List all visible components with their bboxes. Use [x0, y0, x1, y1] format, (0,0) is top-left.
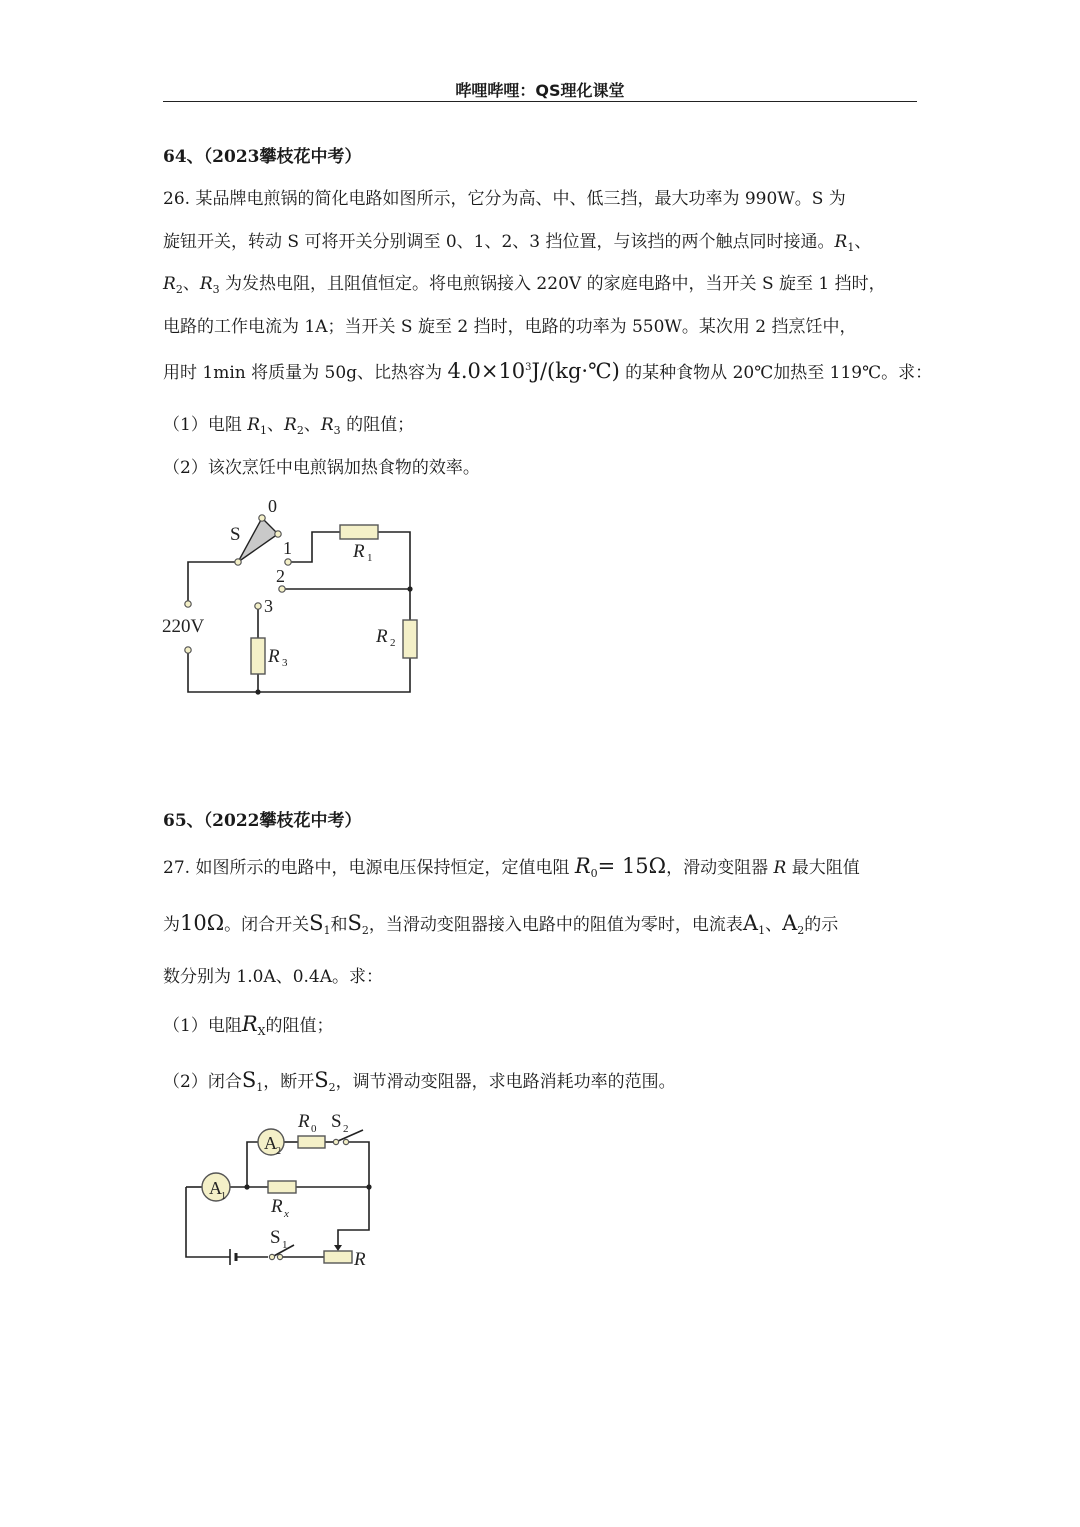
- q64-r1-symbol: R: [834, 232, 848, 252]
- label-s2: S: [331, 1111, 342, 1132]
- q64-line-5-post: 的某种食物从 20℃加热至 119℃。求：: [625, 363, 933, 383]
- label-s1: S: [270, 1227, 281, 1248]
- q65-line-5-post: ，调节滑动变阻器，求电路消耗功率的范围。: [335, 1072, 676, 1092]
- q64-l6-r2: R: [284, 415, 297, 435]
- wire-top-left: [247, 1142, 258, 1187]
- rheostat-slider-arrow: [334, 1245, 342, 1251]
- junction-left: [244, 1184, 249, 1189]
- wire-supply-top: [188, 562, 238, 602]
- label-rx: R: [271, 1196, 283, 1217]
- q65-line-4: [163, 1011, 923, 1038]
- q65-line-2-mid: 。闭合开关: [224, 915, 310, 935]
- label-r1: R: [353, 541, 365, 562]
- q65-line-2-end: 的示: [804, 915, 839, 935]
- q65-s2: S: [347, 911, 362, 935]
- q65-l5-s2: S: [314, 1068, 329, 1092]
- q65-l5-s2-sub: 2: [328, 1081, 336, 1094]
- label-pos-0: 0: [268, 496, 277, 516]
- q65-l5-s1-sub: 1: [256, 1081, 264, 1094]
- q64-r2-symbol: R: [163, 274, 176, 294]
- q64-r3-symbol: R: [199, 274, 213, 294]
- q64-line-6: （1）电阻 $R_1$、$R_2$、$R_3$ 的阻值；: [163, 415, 415, 437]
- label-r2-sub: 2: [390, 637, 396, 649]
- label-pos-1: 1: [283, 538, 292, 558]
- q64-line-5: [163, 358, 933, 383]
- q65-line-5-mid: ，断开: [263, 1072, 315, 1092]
- q64-line-2: 旋钮开关，转动 S 可将开关分别调至 0、1、2、3 挡位置，与该挡的两个触点同时接通。$R_1$、: [163, 232, 872, 254]
- resistor-r2: [403, 620, 417, 658]
- q65-a1-sub: 1: [758, 924, 766, 937]
- q65-line-2-mid2: ，当滑动变阻器接入电路中的阻值为零时，电流表: [368, 915, 743, 935]
- resistor-rx: [268, 1181, 296, 1193]
- resistor-r1: [340, 525, 378, 539]
- q65-line-1: [163, 853, 923, 880]
- q65-line-5: [163, 1067, 923, 1094]
- label-r3: R: [268, 646, 280, 667]
- label-rx-sub: x: [284, 1208, 289, 1220]
- label-r2: R: [376, 626, 388, 647]
- q64-formula: 4.0×10: [447, 359, 526, 383]
- s2-terminal-right: [343, 1139, 348, 1144]
- q64-line-2-text: 旋钮开关，转动 S 可将开关分别调至 0、1、2、3 挡位置，与该挡的两个触点同时接通。: [163, 232, 835, 252]
- q65-l5-s1: S: [241, 1068, 257, 1092]
- q64-line-3-text: 为发热电阻，且阻值恒定。将电煎锅接入 220V 的家庭电路中，当开关 S 旋至 1 挡时，: [225, 274, 886, 294]
- q65-sep: 、: [765, 915, 783, 935]
- wire-top-right: [346, 1142, 369, 1187]
- switch-s2-blade: [338, 1130, 363, 1141]
- q64-formula-unit: J/(kg·℃): [531, 359, 620, 383]
- junction-right: [407, 586, 412, 591]
- wire-right-slider: [338, 1187, 369, 1249]
- q64-line-7: （2）该次烹饪中电煎锅加热食物的效率。: [163, 458, 480, 478]
- label-pos-3: 3: [264, 596, 273, 616]
- supply-terminal-top: [185, 601, 191, 607]
- contact-1-terminal: [285, 559, 291, 565]
- q64-line-6-pre: （1）电阻: [163, 415, 242, 435]
- resistor-r0: [298, 1136, 325, 1148]
- q65-r-symbol: R: [773, 858, 787, 878]
- supply-terminal-bottom: [185, 647, 191, 653]
- q64-r3-sub: 3: [212, 283, 220, 296]
- q64-line-5-pre: 用时 1min 将质量为 50g、比热容为: [163, 363, 443, 383]
- label-a1-sub: 1: [221, 1191, 226, 1202]
- q64-l6-r3-sub: 3: [333, 424, 341, 437]
- label-r3-sub: 3: [282, 657, 288, 669]
- q64-l6-r2-sub: 2: [296, 424, 304, 437]
- q65-line-3: 数分别为 1.0A、0.4A。求：: [163, 967, 384, 987]
- label-r1-sub: 1: [367, 552, 373, 564]
- label-switch: S: [230, 524, 241, 545]
- q65-r0-value: = 15Ω: [597, 854, 667, 878]
- resistor-r3: [251, 638, 265, 674]
- q65-and: 和: [330, 915, 348, 935]
- q64-l6-r1: R: [247, 415, 261, 435]
- s2-terminal-left: [333, 1139, 338, 1144]
- q65-line-1-end: 最大阻值: [791, 858, 860, 878]
- q65-r0-symbol: R: [574, 854, 591, 878]
- junction-bottom: [255, 689, 260, 694]
- q65-line-4-post: 的阻值；: [265, 1016, 334, 1036]
- q64-title: 64、（2023攀枝花中考）: [163, 147, 362, 167]
- wire-supply-bottom: [188, 640, 410, 692]
- q65-line-1-pre: 27. 如图所示的电路中，电源电压保持恒定，定值电阻: [163, 858, 570, 878]
- q64-l6-r1-sub: 1: [260, 424, 268, 437]
- wire-r1-left: [288, 532, 340, 562]
- s1-terminal-right: [277, 1254, 282, 1259]
- contact-2-terminal: [279, 586, 285, 592]
- q64-l6-r3: R: [320, 415, 334, 435]
- q65-r0-sub: 0: [590, 867, 598, 880]
- q65-title: 65、（2022攀枝花中考）: [163, 811, 362, 831]
- q65-s1: S: [309, 911, 324, 935]
- q65-line-2: [163, 910, 923, 937]
- s1-terminal-left: [269, 1254, 274, 1259]
- q64-line-6-post: 的阻值；: [346, 415, 415, 435]
- q64-line-3: $R_2$、$R_3$ 为发热电阻，且阻值恒定。将电煎锅接入 220V 的家庭电路中，当开关 S 旋至 1 挡时，: [163, 274, 886, 296]
- wire-r1-right: [378, 532, 410, 620]
- header-divider: [163, 101, 917, 102]
- q65-a2: A: [782, 911, 798, 935]
- label-pos-2: 2: [276, 566, 285, 586]
- q65-s1-sub: 1: [323, 924, 331, 937]
- rheostat-r: [324, 1251, 352, 1263]
- label-r0: R: [298, 1111, 310, 1132]
- contact-0-terminal: [259, 515, 265, 521]
- switch-pivot-terminal: [235, 559, 241, 565]
- page-header: 哔哩哔哩：QS理化课堂: [455, 81, 625, 100]
- q65-a1: A: [742, 911, 759, 935]
- label-voltage: 220V: [162, 616, 205, 637]
- q64-formula-exp: 3: [525, 362, 532, 373]
- rotary-switch-knob: [238, 518, 278, 562]
- q64-r1-sub: 1: [847, 241, 855, 254]
- q65-rx-symbol: R: [241, 1012, 258, 1036]
- label-r0-sub: 0: [311, 1123, 317, 1135]
- label-a2-sub: 2: [276, 1146, 281, 1157]
- label-a1: A: [209, 1178, 222, 1198]
- q65-r-max: 10Ω: [180, 911, 225, 935]
- label-s2-sub: 2: [343, 1123, 349, 1135]
- q65-a2-sub: 2: [797, 924, 805, 937]
- label-a2: A: [264, 1133, 277, 1153]
- label-s1-sub: 1: [282, 1239, 288, 1251]
- q65-line-1-post: ，滑动变阻器: [666, 858, 769, 878]
- q64-circuit-diagram: [150, 490, 440, 705]
- q65-circuit-diagram: [170, 1105, 390, 1275]
- label-r: R: [354, 1249, 366, 1270]
- q64-line-1: 26. 某品牌电煎锅的简化电路如图所示，它分为高、中、低三挡，最大功率为 990W。S 为: [163, 189, 846, 209]
- q65-s2-sub: 2: [361, 924, 369, 937]
- contact-3-terminal: [255, 603, 261, 609]
- q64-line-4: 电路的工作电流为 1A；当开关 S 旋至 2 挡时，电路的功率为 550W。某次用 2 挡烹饪中，: [163, 317, 857, 337]
- q65-line-5-pre: （2）闭合: [163, 1072, 242, 1092]
- contact-0b-terminal: [275, 531, 281, 537]
- q65-line-4-pre: （1）电阻: [163, 1016, 242, 1036]
- junction-right: [366, 1184, 371, 1189]
- q65-rx-sub: X: [257, 1025, 266, 1038]
- q65-line-2-pre: 为: [163, 915, 180, 935]
- q64-r2-sub: 2: [175, 283, 183, 296]
